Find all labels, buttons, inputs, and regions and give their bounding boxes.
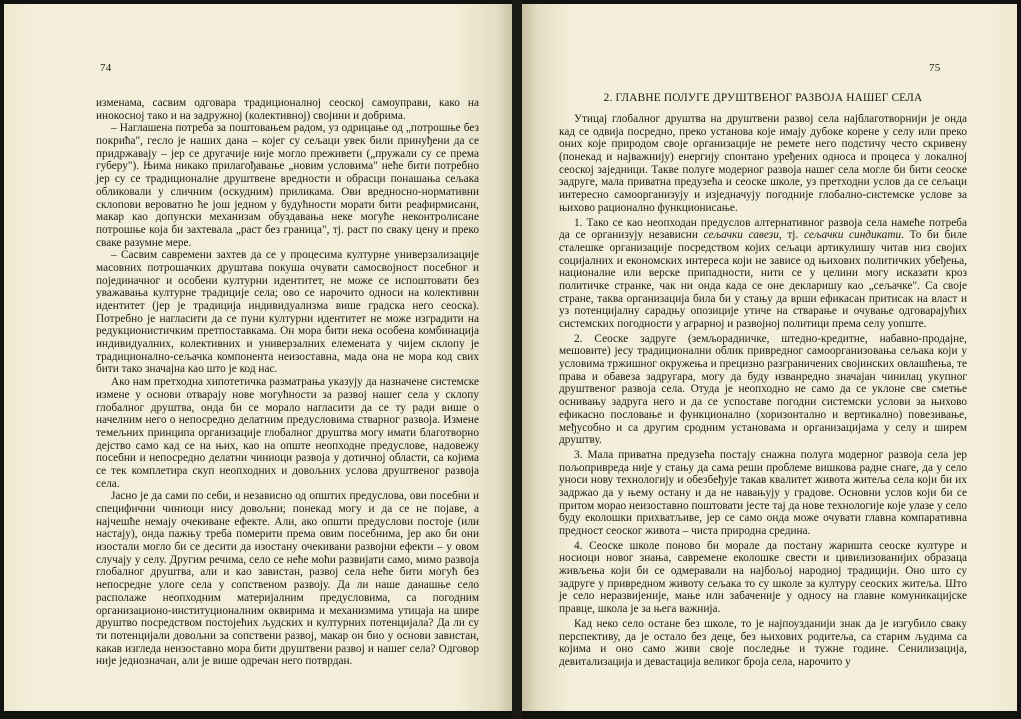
left-page-text — [96, 97, 479, 668]
paragraph-text: 1. Тако се као неопходан предуслов алтернативног развоја села намеће потреба да се организују независни — [559, 216, 967, 242]
right-page-text — [559, 113, 967, 669]
paragraph — [559, 217, 967, 331]
paragraph: Јасно је да сами по себи, и независно од општих предуслова, ови посебни и специфични чиниоци нису довољни; понекад могу и да се не појаве, а најчешће немају очекиване ефекте. Али, ако општи предуслови постоје (или настају), онда пажњу треба померити према овим посебнима, јер ако би они изостали могло би се десити да изостану очекивани развојни ефекти – у овом случају у селу. Другим речима, село се неће моћи развијати само, мимо развоја глобалног друштва, али и као завистан, развој села неће бити могућ без непосредне улоге села у сопственом развоју. Да ли наше данашње село располаже неопходним материјалним предусловима, са погодним организационо-институционалним оквирима и механизмима утицаја на шире друштво посредством постојећих људских и културних потенцијала? Да ли су ти потенцијали довољни за сопствени развој, макар он био у основи завистан, какав изгледа неизоставно мора бити друштвени развој и нашег села? Одговор није једнозначан, али је више одречан него потврдан. — [96, 490, 479, 668]
paragraph: Кад неко село остане без школе, то је најпоузданији знак да је изгубило сваку перспективу, да је остало без деце, без њихових родитеља, са старим људима са којима и оно само живи своје последње и тужне године. Сенилизација, девитализација и девастација великог броја села, нарочито у — [559, 617, 967, 668]
page-number-right: 75 — [929, 62, 941, 74]
paragraph: изменама, сасвим одговара традиционалној сеоској самоуправи, како на инокосној тако и на задружној (колективној) својини и добрима. — [96, 97, 479, 122]
paragraph: Утицај глобалног друштва на друштвени развој села најблаготворнији је онда кад се одвија посредно, преко установа које имају дубоке корене у селу или преко оних које природом своје организације не ремете него подстичу често скривену (понекад и најважнију) енергију спонтано уређених односа и процеса у локалној сеоској заједници. Такве полуге модерног развоја нашег села могле би бити сеоске задруге, мала приватна предузећа и сеоске школе, уз претходни услов да се сељаци интересно самоорганизују и изједначују погодније глобално-системске услове за њихово рационално функционисање. — [559, 113, 967, 214]
paragraph: 3. Мала приватна предузећа постају снажна полуга модерног развоја села јер пољопривреда није у стању да сама реши проблеме вишкова радне снаге, да у село уноси нову технологију и обезбеђује такав квалитет живота житеља села који би их задржао да у њему остану и да не навањују у градове. Основни услов који би се притом морао неизоставно поштовати јесте тај да нове технологије које улазе у село буду еколошки прихватљиве, јер се само онда може очувати главна компаративна предност сеоског живота – чиста природна средина. — [559, 448, 967, 537]
section-heading: 2. ГЛАВНЕ ПОЛУГЕ ДРУШТВЕНОГ РАЗВОЈА НАШЕГ СЕЛА — [603, 92, 923, 104]
page-number-left: 74 — [100, 62, 112, 74]
left-page — [4, 4, 512, 711]
paragraph-text: . То би биле сталешке организације посредством којих сељаци артикулишу читав низ својих социјалних и економских интереса који не зависе од њихових политичких убеђења, националне или верске припадности, нити се у целини могу исказати кроз политичке странке, чак ни онда када се оне декларишу као „сељачке". Са своје стране, таква организација била би у стању да врши ефикасан притисак на власт и уз потенцијалну сарадњу опозиције утиче на стварање и очување одговарајућих системских погодности у аграрној и развојној политици према селу уопште. — [559, 229, 967, 330]
paragraph: – Сасвим савремени захтев да се у процесима културне универзализације масовних потрошачких друштава покуша очувати самосвојност посебног и појединачног и особени културни идентитет, не може се испоштовати без уважавања културне традиције села; ово се нарочито односи на колективни идентитет (јер је традиција индивидуализма више градска него сеоска). Потребно је нагласити да се пуни културни идентитет не може изградити на редукционистичким претпоставкама. Он мора бити нека особена комбинација индивидуалних, колективних и универзалних елемената у чијем склопу је традиционално-сељачка компонента неизоставна, мада она не мора код свих бити тако значајна као што је код нас. — [96, 249, 479, 376]
emphasis-term: сељачки синдикати — [803, 229, 902, 242]
right-page — [522, 4, 1017, 711]
paragraph: 4. Сеоске школе поново би морале да постану жаришта сеоске културе и носиоци новог знања, савремене еколошке свести и цивилизованијих образаца живљења који би се одмеравали на најбољој народној традицији. Оно што су задруге у привредном животу сељака то су школе за културу сеоских житеља. Што је село неразвијеније, мање или забаченије у односу на главне комуникацијске правце, школа је за њега важнија. — [559, 539, 967, 616]
emphasis-term: сељачки савези — [703, 229, 779, 242]
paragraph: 2. Сеоске задруге (земљорадничке, штедно-кредитне, набавно-продајне, мешовите) јесу традиционални облик привредног самоорганизовања сељака који у условима тржишног окружења и прецизно разграничених својинских овлашћења, те права и обавеза задругара, могу да буду изванредно значајан чинилац укупног друштвеног развоја села. Отуда је неопходно не само да се уклоне све сметње оснивању задруга него и да се успоставе погодни системски услови за њихово ефикасно пословање и функционално (хоризонтално и вертикално) повезивање, међусобно и са другим сродним установама и организацијама у селу и ширем друштву. — [559, 332, 967, 447]
book-gutter — [512, 0, 522, 719]
paragraph: – Наглашена потреба за поштовањем радом, уз одрицање од „потрошње без покрића", гесло је наших дана – којег су сељаци увек били принуђени да се придржавају – јер се другачије није могло преживети („пружали су се према губеру"). Њима никако прилагођавање „новим условима" неће бити потребно јер су се традиционалне друштвене вредности и обрасци понашања сељака обликовали у сличним (оскудним) приликама. Ови вредносно-нормативни склопови вероватно ће још једном у будућности морати бити реафирмисани, макар као допунски механизам обуздавања неке могуће неконтролисане потрошње која би захтевала „раст без граница", тј. раст по сваку цену и преко сваке разумне мере. — [96, 122, 479, 249]
paragraph-text: , тј. — [778, 229, 804, 242]
paragraph: Ако нам претходна хипотетичка разматрања указују да назначене системске измене у основи отварају нове могућности за развој нашег села у склопу глобалног друштва, онда би се морало нагласити да се ту ради више о начелним него о непосредно делатним предусловима стварног развоја. Измене темељних принципа организације глобалног друштва могу имати благотворно дејство само кад се на њих, као на опште неопходне предуслове, надовежу посебни и непосредно делатни чиниоци развоја у дотичној области, са којима се тек комплетира скуп неопходних и довољних услова друштвеног развоја села. — [96, 376, 479, 490]
